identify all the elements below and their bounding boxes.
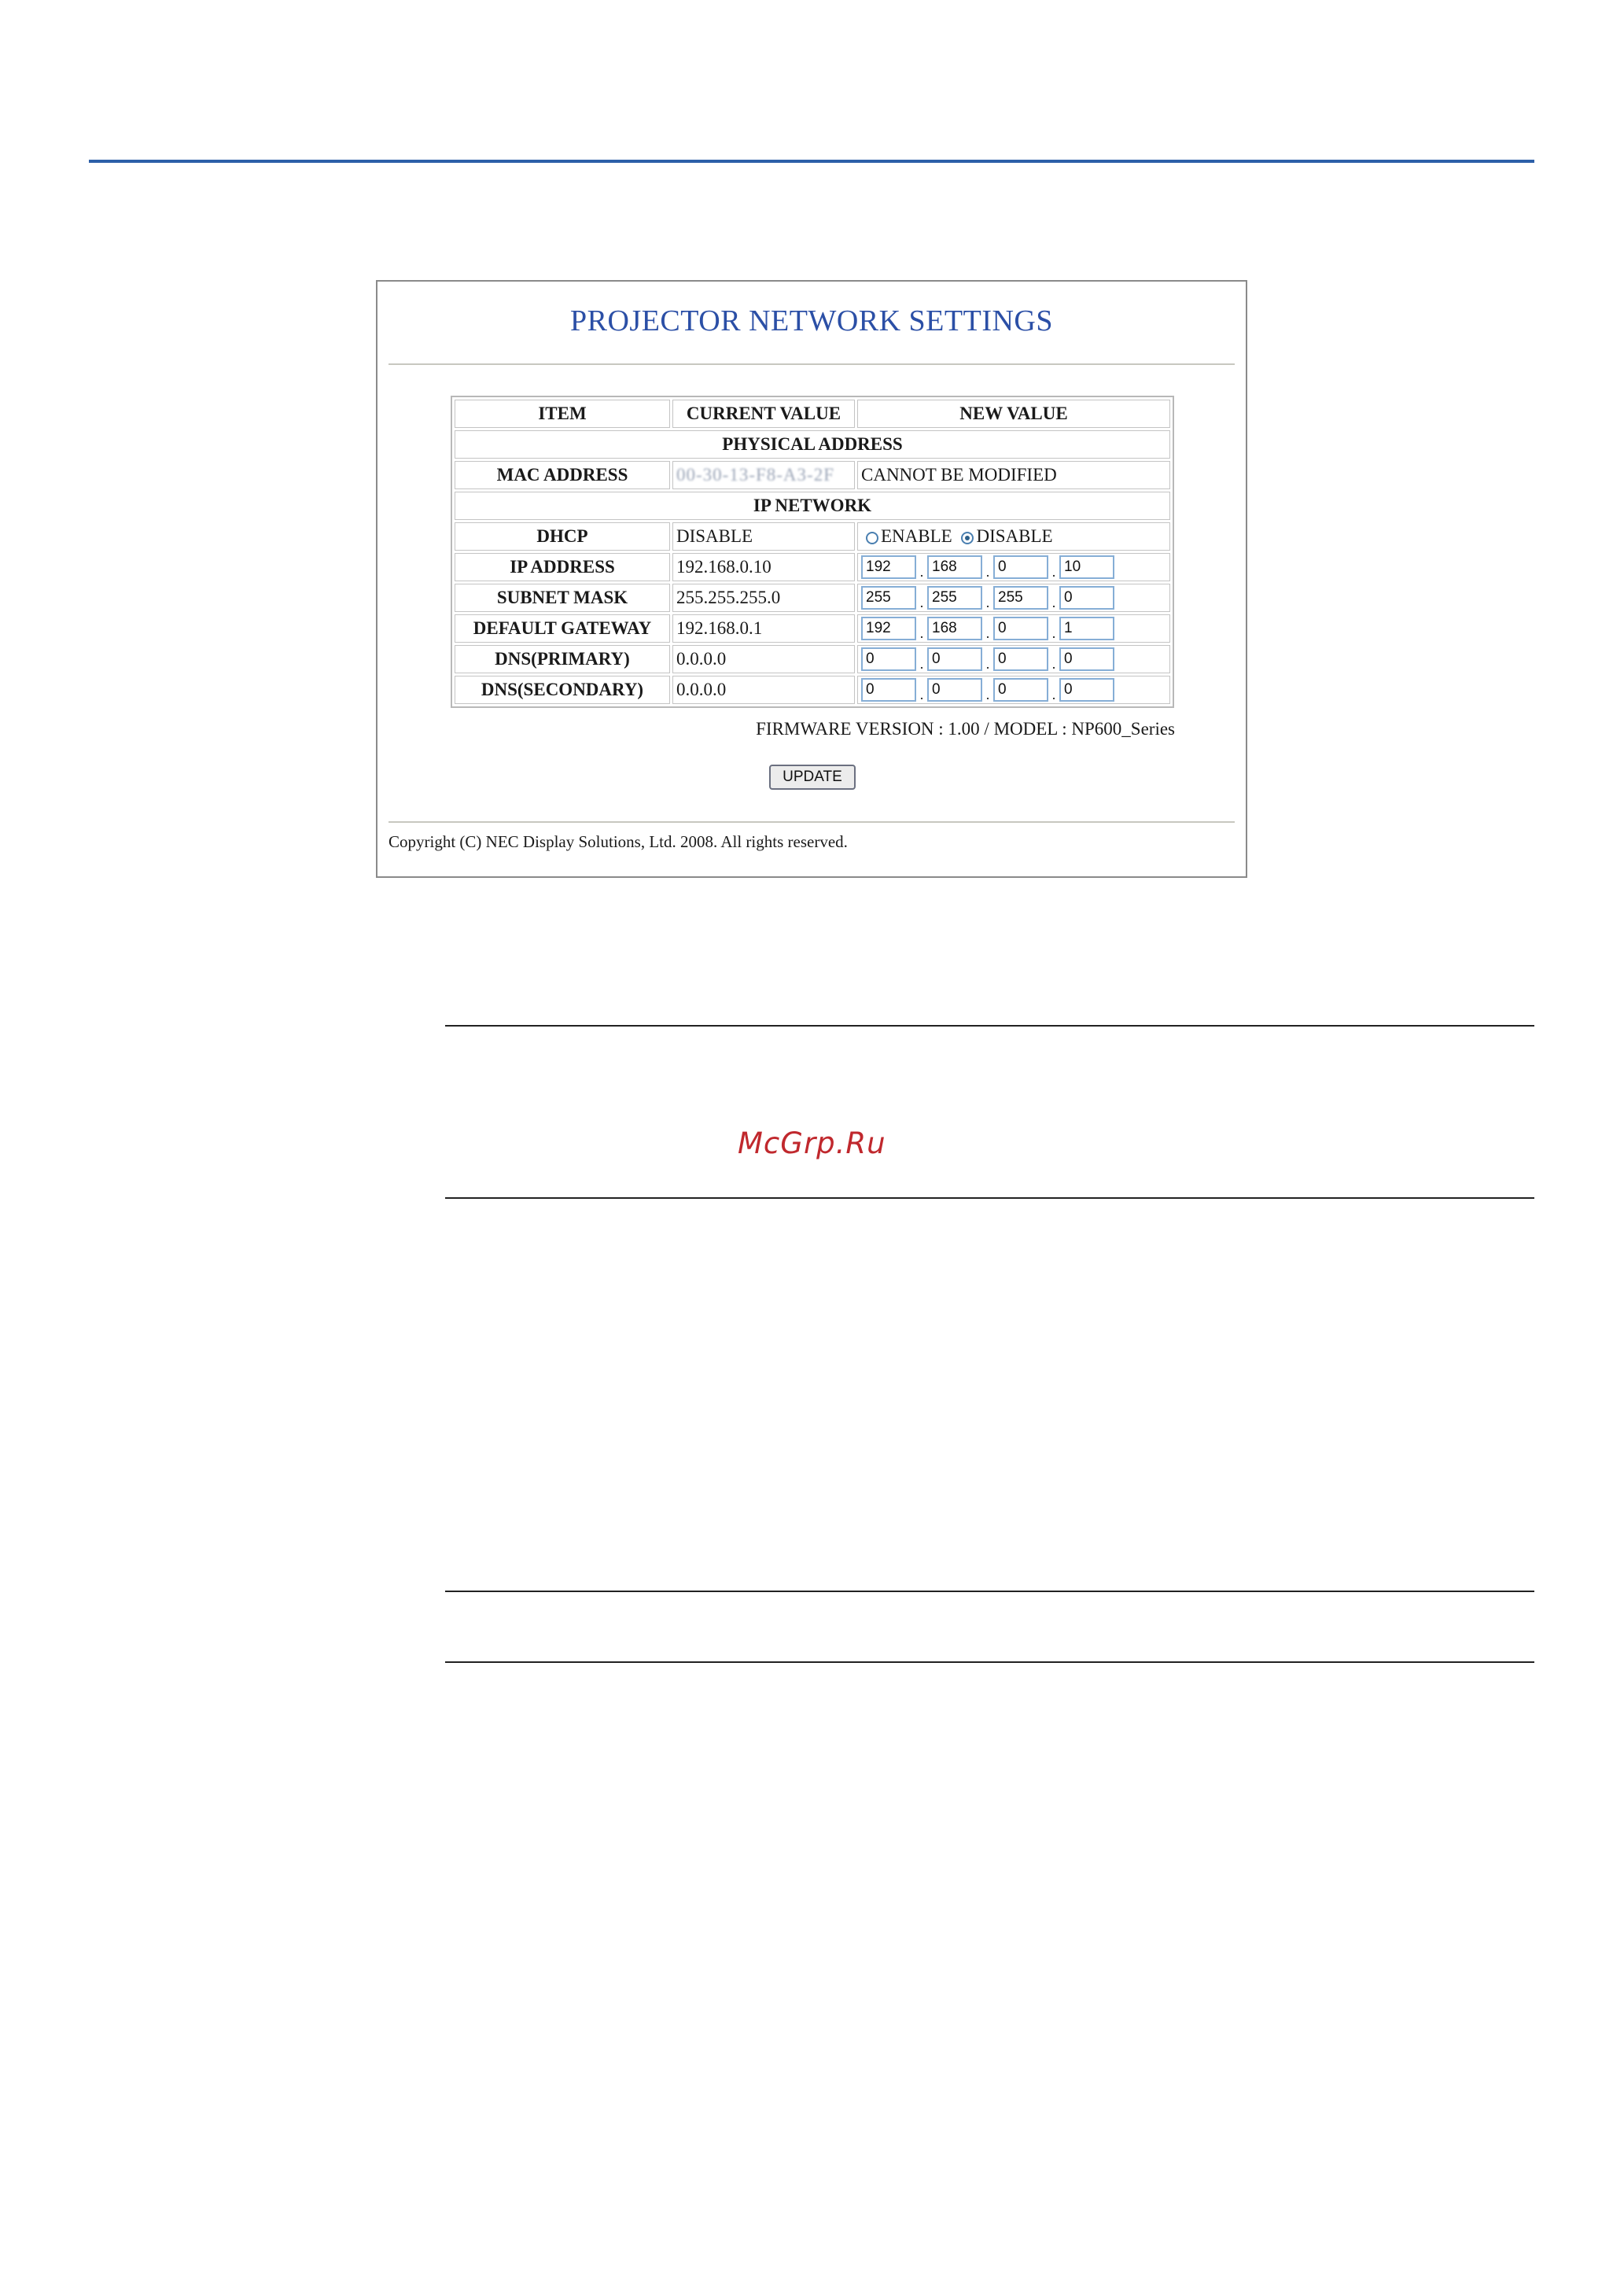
divider-rule-1 xyxy=(445,1025,1534,1027)
default-gateway-octet-1[interactable] xyxy=(861,617,916,640)
table-row-dns-primary xyxy=(455,645,1170,673)
dns-secondary-current-value: 0.0.0.0 xyxy=(672,676,855,704)
subnet-mask-octet-3[interactable] xyxy=(993,586,1048,610)
dhcp-disable-label: DISABLE xyxy=(976,526,1053,546)
subnet-mask-octet-2[interactable] xyxy=(927,586,982,610)
ip-address-current-value: 192.168.0.10 xyxy=(672,553,855,581)
watermark-text: McGrp.Ru xyxy=(738,1126,886,1160)
dhcp-current-value: DISABLE xyxy=(672,522,855,551)
table-row-dns-secondary xyxy=(455,676,1170,704)
dhcp-label: DHCP xyxy=(455,522,670,551)
mac-label: MAC ADDRESS xyxy=(455,461,670,489)
divider-rule-3 xyxy=(445,1591,1534,1592)
default-gateway-octet-2[interactable] xyxy=(927,617,982,640)
firmware-model-info: FIRMWARE VERSION : 1.00 / MODEL : NP600_Series xyxy=(756,719,1175,739)
network-settings-panel xyxy=(376,280,1247,878)
subnet-mask-current-value: 255.255.255.0 xyxy=(672,584,855,612)
section-ip-network: IP NETWORK xyxy=(455,492,1170,520)
copyright-text: Copyright (C) NEC Display Solutions, Ltd. 2008. All rights reserved. xyxy=(389,832,848,851)
table-row-default-gateway xyxy=(455,614,1170,643)
dhcp-disable-radio[interactable] xyxy=(961,532,974,544)
subnet-mask-label: SUBNET MASK xyxy=(455,584,670,612)
settings-table xyxy=(451,396,1174,708)
dns-primary-octet-4[interactable] xyxy=(1059,647,1114,671)
header-item: ITEM xyxy=(455,400,670,428)
dns-secondary-octet-1[interactable] xyxy=(861,678,916,702)
default-gateway-label: DEFAULT GATEWAY xyxy=(455,614,670,643)
dns-secondary-octet-4[interactable] xyxy=(1059,678,1114,702)
header-new-value: NEW VALUE xyxy=(857,400,1170,428)
ip-address-octet-4[interactable] xyxy=(1059,555,1114,579)
dhcp-options xyxy=(857,522,1170,551)
dns-secondary-new-value: 0 .0 .0 .0 xyxy=(857,676,1170,704)
dhcp-enable-radio[interactable] xyxy=(866,532,878,544)
table-header-row xyxy=(455,400,1170,428)
default-gateway-current-value: 192.168.0.1 xyxy=(672,614,855,643)
default-gateway-octet-3[interactable] xyxy=(993,617,1048,640)
divider-rule-2 xyxy=(445,1197,1534,1199)
header-current-value: CURRENT VALUE xyxy=(672,400,855,428)
dhcp-enable-label: ENABLE xyxy=(881,526,952,546)
dns-primary-current-value: 0.0.0.0 xyxy=(672,645,855,673)
section-row-physical xyxy=(455,430,1170,459)
subnet-mask-new-value: 255 .255 .255 .0 xyxy=(857,584,1170,612)
section-physical-address: PHYSICAL ADDRESS xyxy=(455,430,1170,459)
ip-address-octet-3[interactable] xyxy=(993,555,1048,579)
dns-secondary-octet-3[interactable] xyxy=(993,678,1048,702)
mac-value-blurred: 00-30-13-F8-A3-2F xyxy=(676,465,834,485)
default-gateway-new-value: 192 .168 .0 .1 xyxy=(857,614,1170,643)
footer-divider xyxy=(389,821,1235,823)
dns-primary-octet-2[interactable] xyxy=(927,647,982,671)
dns-primary-new-value: 0 .0 .0 .0 xyxy=(857,645,1170,673)
update-button[interactable]: UPDATE xyxy=(769,765,856,790)
table-row-mac xyxy=(455,461,1170,489)
dns-secondary-octet-2[interactable] xyxy=(927,678,982,702)
subnet-mask-octet-1[interactable] xyxy=(861,586,916,610)
table-row-subnet-mask xyxy=(455,584,1170,612)
mac-current-value xyxy=(672,461,855,489)
panel-title: PROJECTOR NETWORK SETTINGS xyxy=(570,304,1053,337)
page-header-rule xyxy=(89,160,1534,163)
ip-address-label: IP ADDRESS xyxy=(455,553,670,581)
divider-rule-4 xyxy=(445,1661,1534,1663)
dns-primary-octet-3[interactable] xyxy=(993,647,1048,671)
dns-primary-label: DNS(PRIMARY) xyxy=(455,645,670,673)
default-gateway-octet-4[interactable] xyxy=(1059,617,1114,640)
section-row-ip xyxy=(455,492,1170,520)
ip-address-octet-2[interactable] xyxy=(927,555,982,579)
table-row-ip-address xyxy=(455,553,1170,581)
ip-address-new-value: 192 .168 .0 .10 xyxy=(857,553,1170,581)
dns-primary-octet-1[interactable] xyxy=(861,647,916,671)
ip-address-octet-1[interactable] xyxy=(861,555,916,579)
subnet-mask-octet-4[interactable] xyxy=(1059,586,1114,610)
mac-new-value: CANNOT BE MODIFIED xyxy=(857,461,1170,489)
table-row-dhcp xyxy=(455,522,1170,551)
dns-secondary-label: DNS(SECONDARY) xyxy=(455,676,670,704)
title-divider xyxy=(389,363,1235,365)
